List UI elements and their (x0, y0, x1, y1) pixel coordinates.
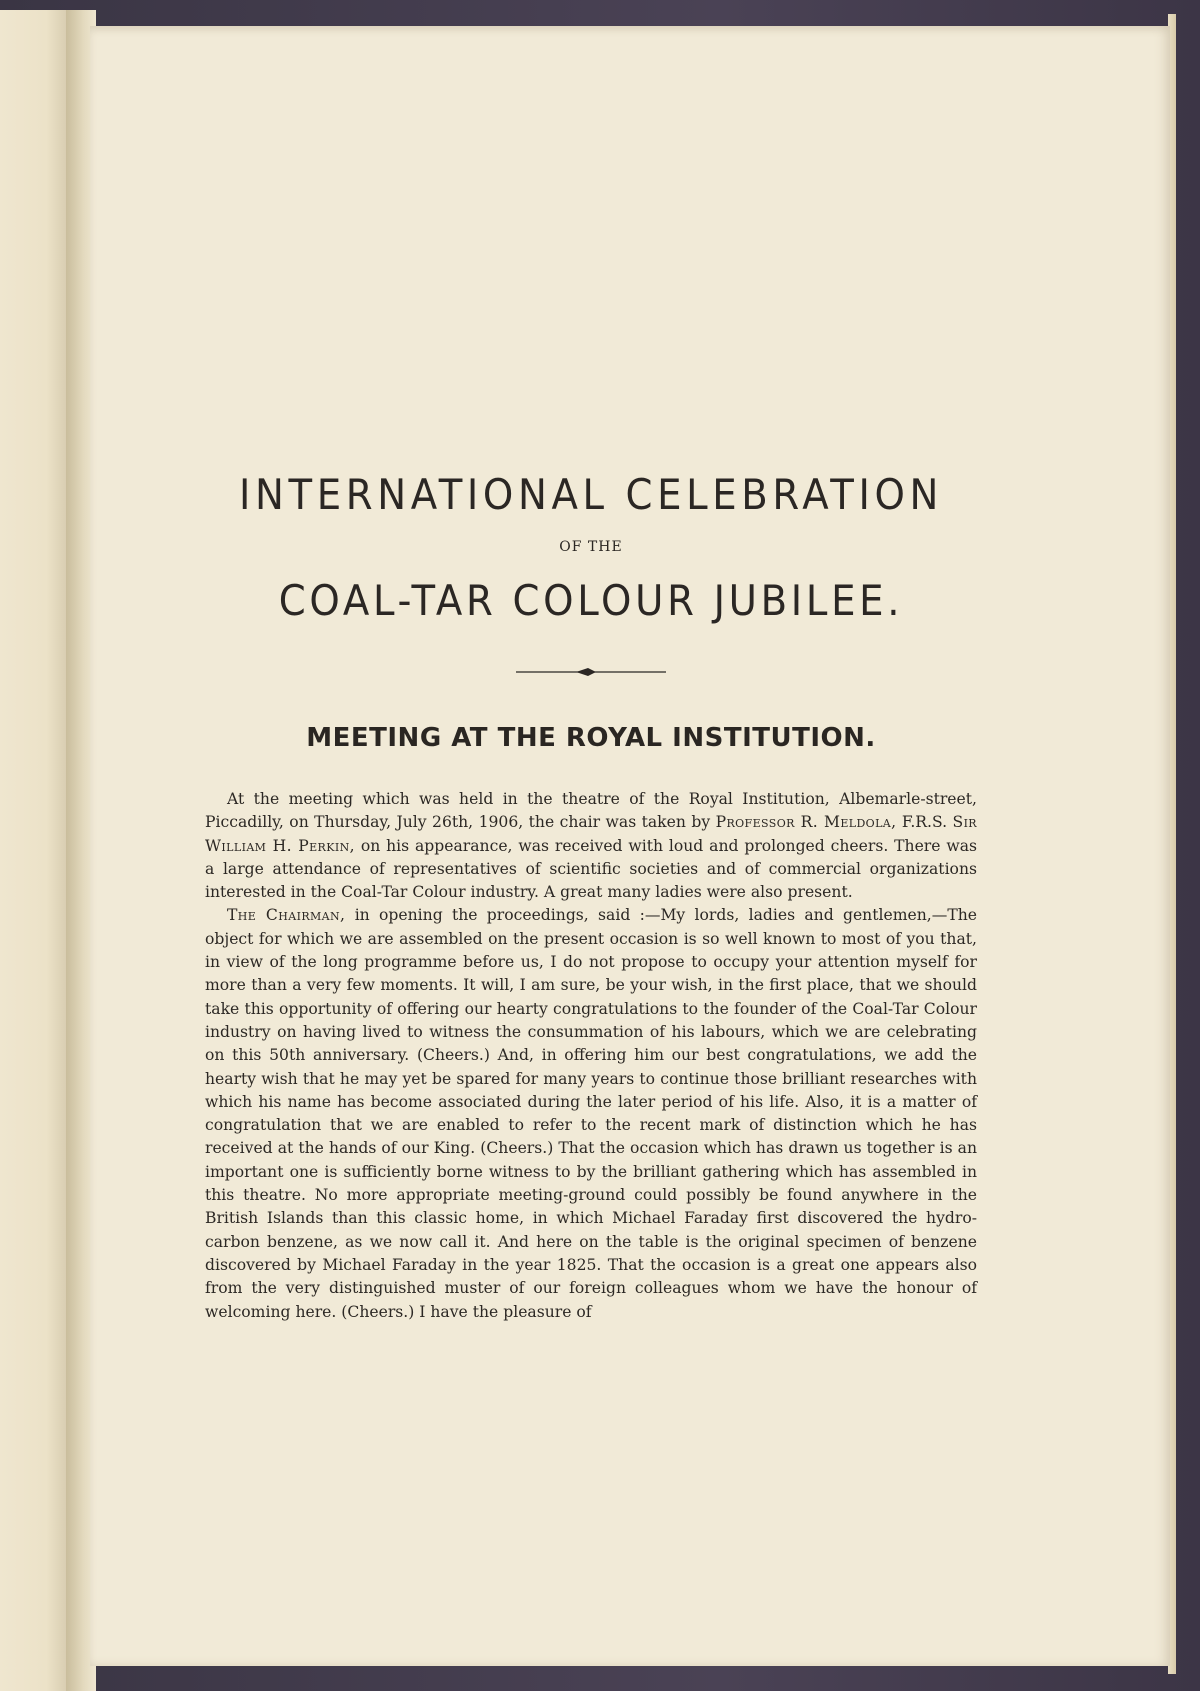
ornament-divider-icon (516, 666, 666, 678)
paragraph-1-part-3: on his appearance, was received with loud and prolonged cheers. There was a large attendance of representatives of scientific societies and of commercial organizations interested in the Coal-Tar Colour industry. A great many ladies were also present. (205, 836, 977, 902)
paragraph-1 (205, 788, 977, 904)
paragraph-2 (205, 904, 977, 1323)
title-line-1: INTERNATIONAL CELEBRATION (239, 470, 943, 519)
page-content (205, 470, 977, 1324)
paragraph-1-part-1: At the meeting which was held in the theatre of the Royal Institution, Albemarle-street, Piccadilly, on Thursday, July 26th, 1906, the chair was taken by (205, 790, 977, 832)
paragraph-2-text: in opening the proceedings, said :—My lords, ladies and gentlemen,—The object for which we are assembled on the present occasion is so well known to most of you that, in view of the long programme before us, I do not propose to occupy your attention myself for more than a very few moments. It will, I am sure, be your wish, in the first place, that we should take this opportunity of offering our hearty congratulations to the founder of the Coal-Tar Colour industry on having lived to witness the consummation of his labours, which we are celebrating on this 50th anniversary. (Cheers.) And, in offering him our best congratulations, we add the hearty wish that he may yet be spared for many years to continue those brilliant researches with which his name has become associated during the later period of his life. Also, it is a matter of congratulation that we are enabled to refer to the recent mark of distinction which he has received at the hands of our King. (Cheers.) That the occasion which has drawn us together is an important one is sufficiently borne witness to by the brilliant gathering which has assembled in this theatre. No more appropriate meeting-ground could possibly be found anywhere in the British Islands than this classic home, in which Michael Faraday first discovered the hydro-carbon benzene, as we now call it. And here on the table is the original specimen of benzene discovered by Michael Faraday in the year 1825. That the occasion is a great one appears also from the very distinguished muster of our foreign colleagues whom we have the honour of welcoming here. (Cheers.) I have the pleasure of (205, 906, 977, 1321)
chair-name: Professor R. Meldola, (715, 813, 897, 832)
perkin-name: Sir William H. Perkin, (205, 813, 977, 855)
title-line-2: OF THE (559, 539, 623, 555)
section-heading: MEETING AT THE ROYAL INSTITUTION. (306, 723, 876, 753)
title-line-3: COAL-TAR COLOUR JUBILEE. (278, 576, 904, 625)
paragraph-1-part-2: F.R.S. (896, 813, 953, 832)
left-page-edge (0, 10, 67, 1691)
speaker-name: The Chairman, (227, 906, 346, 925)
